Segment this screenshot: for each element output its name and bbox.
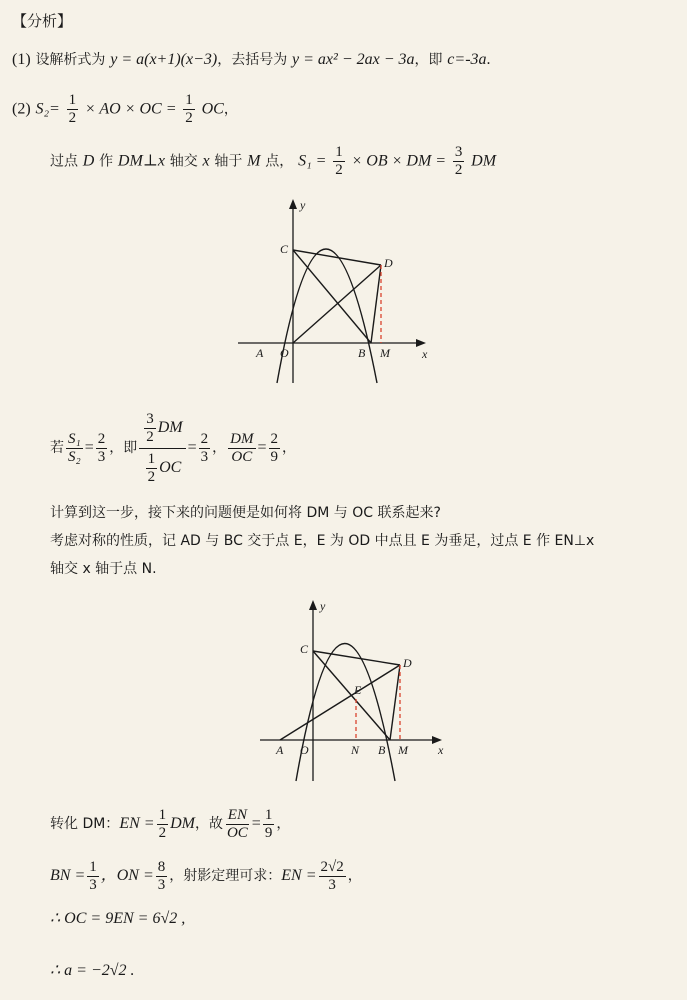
figure-2 [252,596,457,786]
s1-lhs: S₁ = [298,152,327,170]
fig2-label-d: D [403,656,412,670]
s1-end: DM [471,152,497,170]
fraction-two-thirds-2: $\frac{2}{3}$ [200,430,209,465]
part1-expr2: y = ax² − 2ax − 3a [292,51,415,68]
conclusion-oc: ∴ OC = 9EN = 6√2 , [50,910,186,927]
fig2-label-e: E [354,683,362,697]
fig1-label-b: B [358,346,366,360]
fig1-label-c: C [280,242,289,256]
fraction-three-half: $\frac{3}{2}$ [454,144,463,178]
part1-expr3: c=-3a [447,51,487,68]
fig1-label-y: y [300,198,306,212]
eq-3: = [257,439,267,456]
fig1-y-arrow [289,199,297,209]
fig2-label-c: C [300,642,309,656]
fraction-en-value: $\frac{2√2}{3}$ [320,858,344,893]
part1-text3: ，即 [414,52,443,68]
en-lhs: EN = [119,815,155,832]
s2-end: OC [201,100,224,118]
section-title: 【分析】 [12,12,73,30]
fraction-half-4: $\frac{1}{2}$ [147,450,156,485]
fig2-label-n: N [351,743,360,757]
fraction-two-ninths: $\frac{2}{9}$ [270,430,279,465]
fraction-half: $\frac{1}{2}$ [68,92,77,126]
fraction-half-2: $\frac{1}{2}$ [185,92,193,126]
fraction-en-oc: $\frac{EN}{OC}$ [226,806,248,841]
comma-3: ， [282,440,297,456]
point-d-label: D [82,152,95,170]
part1-line [12,48,491,71]
fig1-od [293,265,381,343]
text-gu: ，故 [194,816,223,832]
eq-2: = [187,439,197,456]
fraction-eight-thirds: $\frac{8}{3}$ [157,858,166,893]
text-ruo: 若 [50,440,64,456]
text-zhouyu: 轴于 [214,153,243,170]
fig2-label-y: y [320,599,326,613]
text-line-2: 考虑对称的性质，记 AD 与 BC 交于点 E，E 为 OD 中点且 E 为垂足，过点 E 作 EN⊥x [50,533,595,549]
fig2-ad [280,665,400,740]
s2-lhs: S₂= [35,100,60,118]
fig1-label-d: D [384,256,393,270]
fraction-one-ninth: $\frac{1}{9}$ [264,806,273,841]
fig2-parabola [296,644,395,782]
fig2-label-o: O [300,743,309,757]
text-dian: 点， [265,153,294,170]
part1-text4: . [486,51,491,68]
fraction-dm-oc: $\frac{DM}{OC}$ [230,430,254,465]
fig2-db [390,665,400,740]
part1-label: (1) [12,51,31,68]
eq-4: = [251,815,261,832]
fig1-label-o: O [280,346,289,360]
part1-text1: 设解析式为 [35,52,106,68]
s2-mid: × AO × OC = [84,100,177,118]
en-lhs-2: EN = [281,867,317,884]
comma-4: ， [276,816,291,832]
point-m-label: M [247,152,261,170]
fig2-label-m: M [398,743,408,757]
fig1-cd [293,250,381,265]
complex-fraction: $\frac{3}{2}$ DM $\frac{1}{2}$ OC [139,409,185,488]
figure-1 [230,195,440,390]
fraction-half-5: $\frac{1}{2}$ [158,806,167,841]
part1-expr1: y = a(x+1)(x−3) [110,51,218,68]
part2-line1 [12,92,238,127]
fig2-label-b: B [378,743,386,757]
fig2-label-a: A [276,743,284,757]
comma: ， [223,101,238,118]
s1-mid: × OB × DM = [351,152,447,170]
comma-5: ， [347,868,362,884]
fig1-parabola [277,249,377,383]
text-guodian: 过点 [50,153,78,170]
on-lhs: ，ON = [100,867,154,884]
text-zuo: 作 [99,153,114,170]
fig1-cb [293,250,371,343]
fraction-three-half-2: $\frac{3}{2}$ [146,410,154,445]
fraction-two-thirds: $\frac{2}{3}$ [97,430,106,465]
text-sheying: ，射影定理可求： [169,868,282,884]
fraction-half-3: $\frac{1}{2}$ [335,144,343,178]
fig1-label-x: x [422,347,428,361]
ratio-line [50,410,297,485]
x-axis-label: x [202,152,210,170]
comma-2: ， [212,440,227,456]
conclusion-a: ∴ a = −2√2 . [50,962,135,979]
eq-1: = [84,439,94,456]
fig1-db [371,265,381,343]
fig1-label-a: A [256,346,264,360]
en-dm: DM [170,815,195,832]
text-ji: ，即 [109,440,138,456]
conversion-line [50,800,290,848]
text-line-3: 轴交 x 轴于点 N. [50,561,157,577]
part2-label: (2) [12,100,31,118]
fig2-y-arrow [309,600,317,610]
bn-lhs: BN = [50,867,86,884]
part1-text2: ，去括号为 [217,52,288,68]
fig1-label-m: M [380,346,390,360]
fraction-s1-s2: $\frac{\text{S₁}}{\text{S₂}}$ [68,430,81,465]
dm-perp: DM⊥x [117,152,165,170]
text-zhoujiao: 轴交 [169,153,198,170]
bn-line [50,852,362,900]
text-zhuanhua: 转化 DM： [50,816,120,832]
fig2-label-x: x [438,743,444,757]
fig1-x-arrow [416,339,426,347]
fraction-one-third: $\frac{1}{3}$ [89,858,97,893]
part2-line2 [50,144,496,179]
text-line-1: 计算到这一步，接下来的问题便是如何将 DM 与 OC 联系起来? [50,505,441,521]
